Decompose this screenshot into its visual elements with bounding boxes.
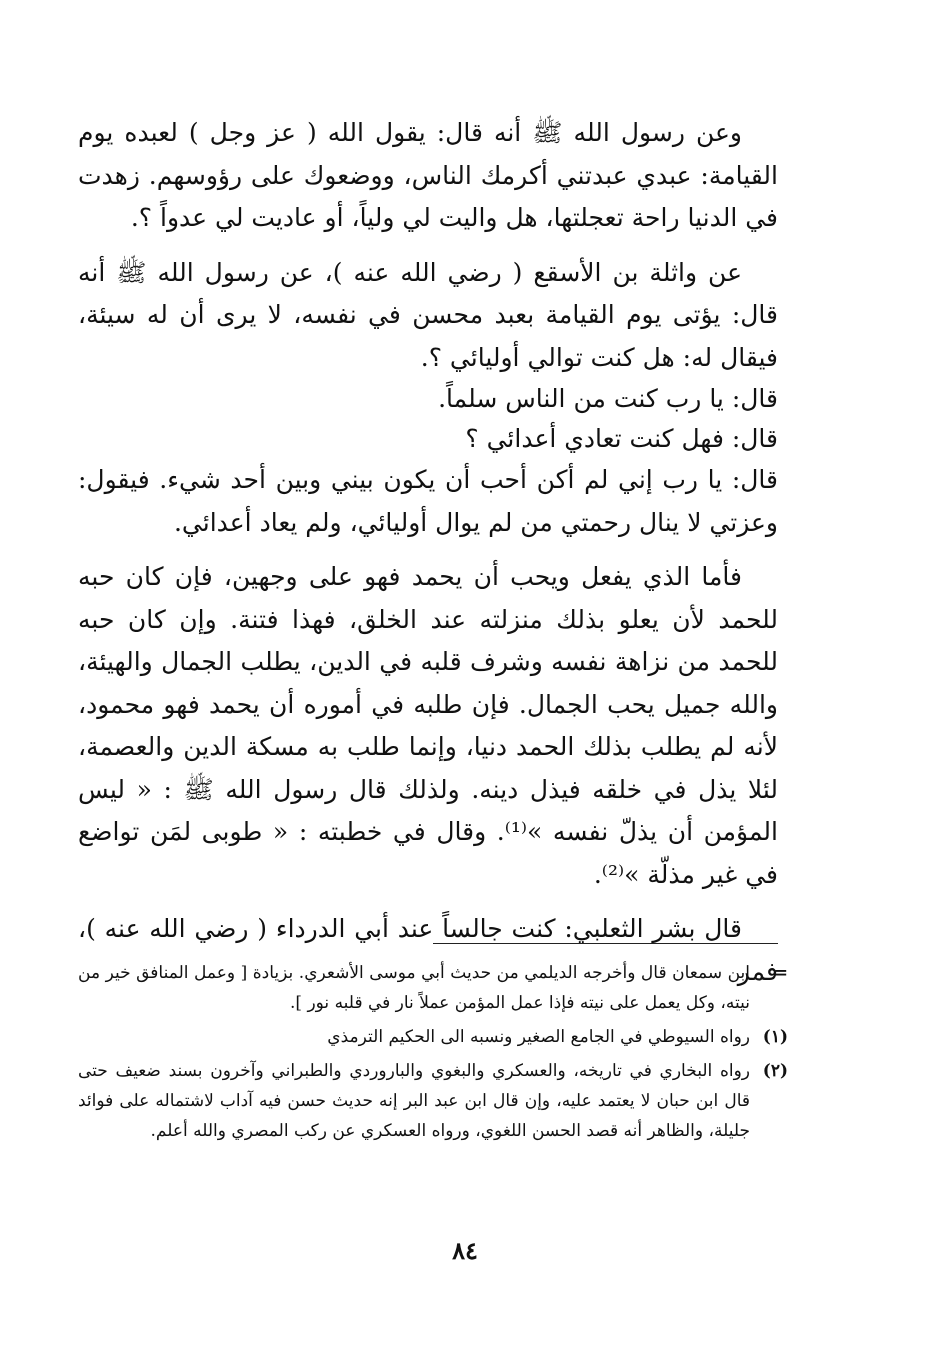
paragraph-4: قال بشر الثعلبي: كنت جالساً عند أبي الدرداء ( رضي الله عنه )، فمر — [78, 914, 778, 986]
paragraph-3: فأما الذي يفعل ويحب أن يحمد فهو على وجهين، فإن كان حبه للحمد لأن يعلو بذلك منزلته عند الخلق، فهذا فتنة. وإن كان حبه للحمد من نزاهة نفسه وشرف قلبه في الدين، يطلب الجمال والهيئة، والله جميل يحب الجمال. فإن طلبه في أموره أن يحمد فهو محمود، لأنه لم يطلب بذلك الحمد دنيا، وإنما طلب به مسكة الدين والعصمة، لئلا يذل في خلقه فيذل دينه. ولذلك قال رسول الله ﷺ : « ليس المؤمن أن يذلّ نفسه »⁽¹⁾. وقال في خطبته : « طوبى لمَن تواضع في غير مذلّة »⁽²⁾. — [78, 562, 778, 889]
page-number: ٨٤ — [452, 1236, 478, 1265]
footnote-2 — [78, 1056, 788, 1146]
dialog-line-1: قال: يا رب كنت من الناس سلماً. — [438, 384, 778, 413]
footnote-mark: (١) — [762, 1027, 788, 1047]
footnotes — [78, 958, 788, 1150]
main-text — [78, 112, 778, 1005]
footnote-text: رواه البخاري في تاريخه، والعسكري والبغوي والباروردي والطبراني وآخرون بسند ضعيف حتى قال ابن حبان لا يعتمد عليه، وإن قال ابن عبد البر إنه حديث حسن فيه آداب لاشتماله على فوائد جليلة، والظاهر أنه قصد الحسن اللغوي، ورواه العسكري عن ركب المصري والله أعلم. — [78, 1061, 750, 1141]
paragraph-1: وعن رسول الله ﷺ أنه قال: يقول الله ( عز وجل ) لعبده يوم القيامة: عبدي عبدتني أكرمك الناس، ووضعوك على رؤوسهم. زهدت في الدنيا راحة تعجلتها، هل واليت لي ولياً، أو عاديت لي عدواً ؟. — [78, 118, 778, 232]
footnote-mark: = — [773, 963, 788, 983]
dialog-block — [78, 379, 778, 544]
footnote-separator — [433, 943, 778, 944]
paragraph-2: عن واثلة بن الأسقع ( رضي الله عنه )، عن رسول الله ﷺ أنه قال: يؤتى يوم القيامة بعبد محسن في نفسه، لا يرى أن له سيئة، فيقال له: هل كنت توالي أوليائي ؟. — [78, 257, 778, 372]
footnote-continued — [78, 958, 788, 1018]
footnote-text: رواه السيوطي في الجامع الصغير ونسبه الى الحكيم الترمذي — [327, 1027, 750, 1047]
footnote-mark: (٢) — [762, 1061, 788, 1081]
footnote-text: ابن سمعان قال وأخرجه الديلمي من حديث أبي موسى الأشعري. بزيادة [ وعمل المنافق خير من نيته، وكل يعمل على نيته فإذا عمل المؤمن عملاً نار في قلبه نور ]. — [78, 963, 750, 1013]
footnote-1 — [78, 1022, 788, 1052]
dialog-line-3: قال: يا رب إني لم أكن أحب أن يكون بيني وبين أحد شيء. فيقول: وعزتي لا ينال رحمتي من لم يوال أوليائي، ولم يعاد أعدائي. — [78, 465, 778, 537]
dialog-line-2: قال: فهل كنت تعادي أعدائي ؟ — [465, 424, 778, 453]
